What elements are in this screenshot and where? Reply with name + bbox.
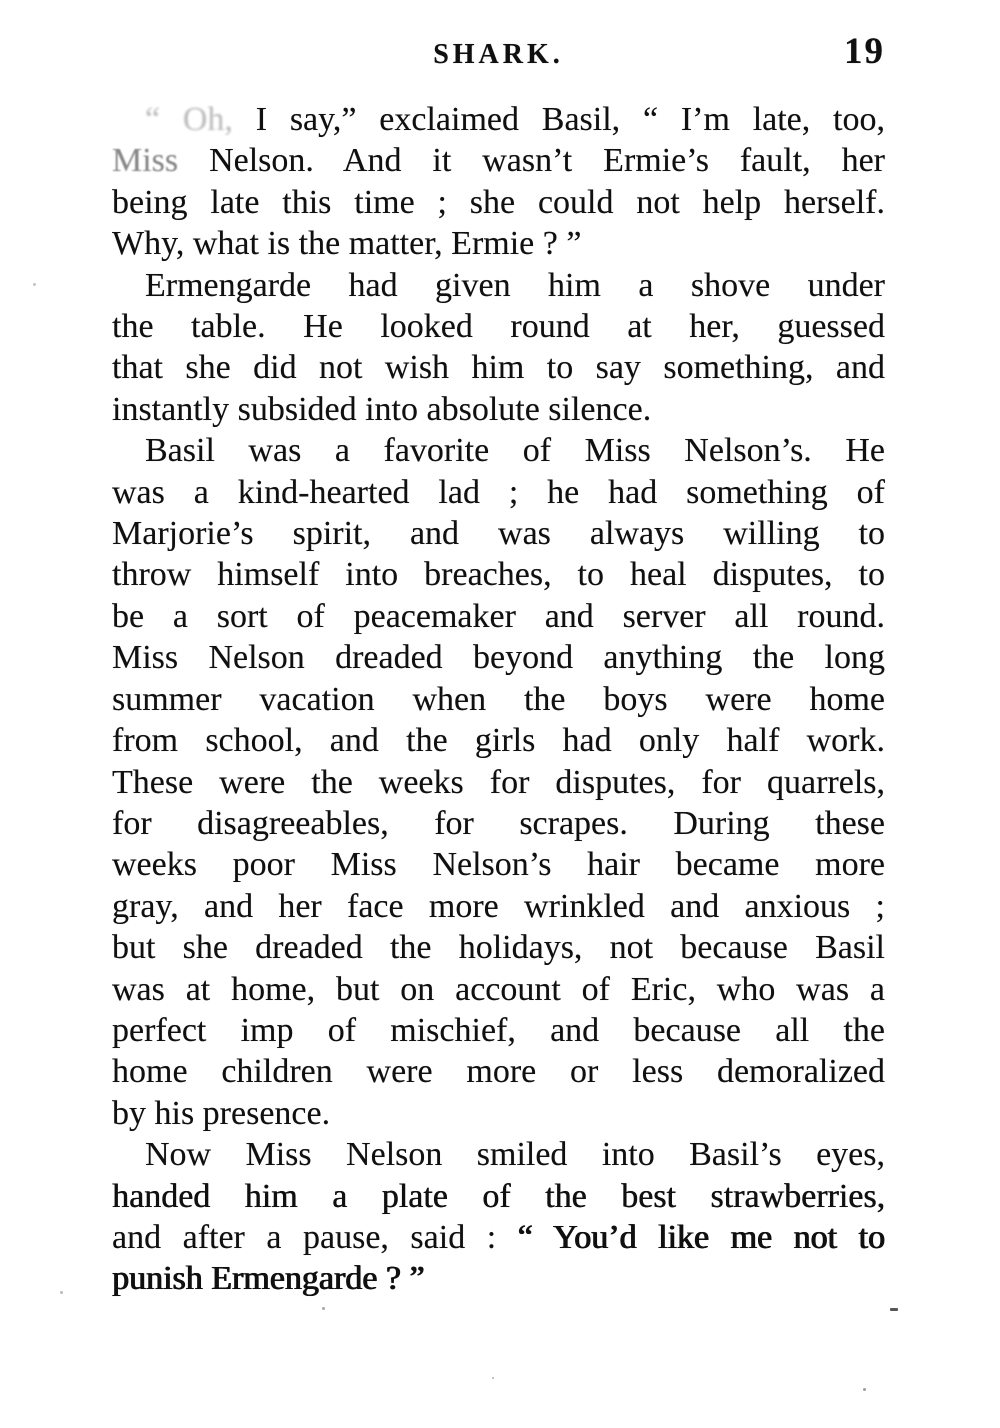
paragraph bbox=[112, 99, 885, 265]
text-segment: perfect imp of mischief, and because all the bbox=[112, 1011, 885, 1049]
text-segment: but she dreaded the holidays, not because Basil bbox=[112, 929, 885, 967]
text-segment: Miss Nelson dreaded beyond anything the long bbox=[112, 639, 885, 677]
text-segment: Ermengarde had given him a shove under bbox=[145, 266, 885, 304]
text-segment: throw himself into breaches, to heal disputes, to bbox=[112, 556, 885, 594]
text-line bbox=[112, 430, 885, 471]
text-line bbox=[112, 265, 885, 306]
text-segment: being late this time ; she could not help herself. bbox=[112, 183, 885, 221]
text-line bbox=[112, 513, 885, 554]
paragraph bbox=[112, 265, 885, 431]
text-line bbox=[112, 637, 885, 678]
text-line bbox=[112, 969, 885, 1010]
text-line bbox=[112, 99, 885, 140]
text-segment: Now Miss Nelson smiled into Basil’s eyes, bbox=[145, 1136, 885, 1174]
text-line bbox=[112, 306, 885, 347]
scan-dash bbox=[890, 1308, 898, 1311]
text-segment: gray, and her face more wrinkled and anxious ; bbox=[112, 887, 885, 925]
text-line bbox=[112, 886, 885, 927]
text-segment: punish Ermengarde ? ” bbox=[112, 1260, 425, 1298]
page-text bbox=[112, 99, 885, 1300]
running-title: SHARK. bbox=[433, 39, 564, 70]
text-line bbox=[112, 927, 885, 968]
page-number: 19 bbox=[844, 31, 885, 72]
text-segment: home children were more or less demoralized bbox=[112, 1053, 885, 1091]
text-line bbox=[112, 1258, 885, 1299]
text-segment: that she did not wish him to say something, and bbox=[112, 349, 885, 387]
text-line bbox=[112, 596, 885, 637]
text-segment: summer vacation when the boys were home bbox=[112, 680, 885, 718]
text-line bbox=[112, 1176, 885, 1217]
text-line bbox=[112, 679, 885, 720]
text-line bbox=[112, 223, 885, 264]
text-segment: “ Oh, bbox=[145, 101, 256, 138]
text-line bbox=[112, 1134, 885, 1175]
text-line bbox=[112, 347, 885, 388]
scan-speck bbox=[863, 1388, 866, 1391]
text-line bbox=[112, 554, 885, 595]
scan-speck bbox=[33, 283, 36, 286]
text-line bbox=[112, 844, 885, 885]
text-segment: weeks poor Miss Nelson’s hair became more bbox=[112, 846, 885, 884]
text-segment: Why, what is the matter, Ermie ? ” bbox=[112, 225, 582, 263]
text-line bbox=[112, 182, 885, 223]
running-head bbox=[112, 30, 885, 72]
text-line bbox=[112, 1051, 885, 1092]
text-segment: instantly subsided into absolute silence. bbox=[112, 390, 652, 428]
text-line bbox=[112, 140, 885, 181]
text-segment: Marjorie’s spirit, and was always willing to bbox=[112, 515, 885, 553]
text-segment: was at home, but on account of Eric, who was a bbox=[112, 970, 885, 1008]
text-line bbox=[112, 762, 885, 803]
text-segment: handed him a plate of the best strawberries, bbox=[112, 1177, 885, 1215]
text-segment: from school, and the girls had only half work. bbox=[112, 722, 885, 760]
scan-speck bbox=[322, 1307, 325, 1310]
text-line bbox=[112, 1093, 885, 1134]
scan-speck bbox=[492, 1377, 494, 1379]
text-segment: Miss bbox=[112, 142, 210, 180]
text-segment: Nelson. And it wasn’t Ermie’s fault, her bbox=[209, 142, 885, 180]
text-segment: by his presence. bbox=[112, 1094, 331, 1132]
text-segment: for disagreeables, for scrapes. During these bbox=[112, 804, 885, 842]
text-line bbox=[112, 1217, 885, 1258]
text-segment: and after a pause, said : bbox=[112, 1218, 518, 1256]
text-line bbox=[112, 1010, 885, 1051]
text-segment: These were the weeks for disputes, for quarrels, bbox=[112, 763, 885, 801]
scan-speck bbox=[60, 1291, 63, 1294]
text-segment: I say,” exclaimed Basil, “ I’m late, too, bbox=[255, 101, 885, 138]
text-segment: the table. He looked round at her, guessed bbox=[112, 308, 885, 346]
paragraph bbox=[112, 430, 885, 1134]
text-line bbox=[112, 472, 885, 513]
text-segment: Basil was a favorite of Miss Nelson’s. He bbox=[145, 432, 885, 470]
text-line bbox=[112, 803, 885, 844]
text-segment: “ You’d like me not to bbox=[517, 1218, 885, 1256]
text-segment: was a kind-hearted lad ; he had something of bbox=[112, 473, 885, 511]
text-line bbox=[112, 720, 885, 761]
paragraph bbox=[112, 1134, 885, 1300]
text-line bbox=[112, 389, 885, 430]
text-segment: be a sort of peacemaker and server all round. bbox=[112, 597, 885, 635]
